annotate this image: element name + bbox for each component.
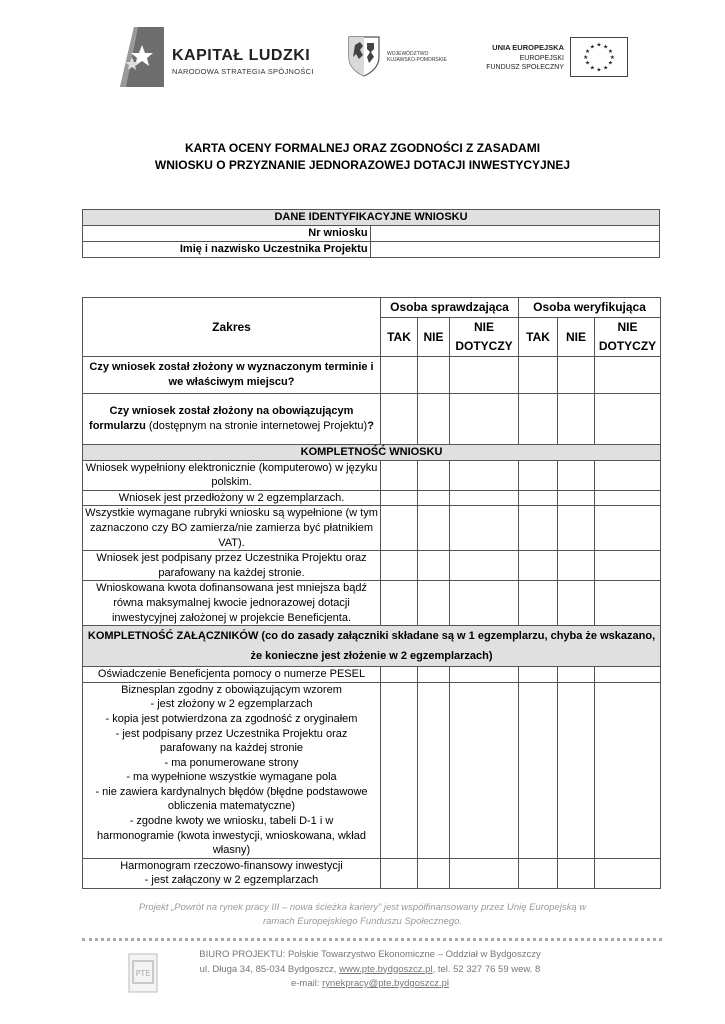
check-cell[interactable] bbox=[381, 357, 418, 394]
check-cell[interactable] bbox=[418, 667, 450, 683]
kapital-ludzki-logo bbox=[120, 25, 320, 90]
table-row bbox=[83, 858, 661, 888]
tak-header-1: TAK bbox=[381, 318, 418, 357]
check-cell[interactable] bbox=[381, 682, 418, 858]
kapital-ludzki-title: KAPITAŁ LUDZKI bbox=[172, 47, 311, 64]
check-cell[interactable] bbox=[519, 581, 558, 626]
nie-dotyczy-1-line2: DOTYCZY bbox=[455, 339, 513, 353]
svg-text:★: ★ bbox=[609, 54, 615, 61]
nie-dotyczy-header-1 bbox=[450, 318, 519, 357]
row-text: Wniosek wypełniony elektronicznie (komputerowo) w języku polskim. bbox=[83, 460, 381, 490]
check-cell[interactable] bbox=[519, 490, 558, 506]
nie-dotyczy-header-2 bbox=[595, 318, 661, 357]
check-cell[interactable] bbox=[418, 460, 450, 490]
check-cell[interactable] bbox=[595, 357, 661, 394]
check-cell[interactable] bbox=[450, 682, 519, 858]
check-cell[interactable] bbox=[595, 460, 661, 490]
email-link[interactable]: rynekpracy@pte.bydgoszcz.pl bbox=[322, 978, 450, 989]
check-cell[interactable] bbox=[519, 357, 558, 394]
question-formularz-bold: Czy wniosek został złożony na obowiązującym formularzu bbox=[89, 405, 354, 432]
project-footer-line2: ramach Europejskiego Funduszu Społecznego. bbox=[262, 916, 463, 927]
check-cell[interactable] bbox=[381, 394, 418, 445]
wojewodztwo-line2: KUJAWSKO-POMORSKIE bbox=[387, 57, 447, 63]
kapital-ludzki-subtitle: NARODOWA STRATEGIA SPÓJNOŚCI bbox=[172, 67, 314, 76]
check-cell[interactable] bbox=[558, 858, 595, 888]
check-cell[interactable] bbox=[558, 490, 595, 506]
website-link[interactable]: www.pte.bydgoszcz.pl bbox=[339, 963, 433, 975]
question-formularz-end: ? bbox=[367, 420, 374, 432]
wojewodztwo-text bbox=[387, 51, 447, 63]
check-cell[interactable] bbox=[418, 551, 450, 581]
biznesplan-line: parafowany na każdej stronie bbox=[159, 742, 304, 755]
eu-line2: EUROPEJSKI bbox=[519, 54, 564, 62]
check-cell[interactable] bbox=[558, 682, 595, 858]
check-cell[interactable] bbox=[450, 506, 519, 551]
svg-text:★: ★ bbox=[607, 60, 613, 67]
table-row bbox=[83, 460, 661, 490]
nie-dotyczy-2-line2: DOTYCZY bbox=[598, 339, 657, 353]
check-cell[interactable] bbox=[450, 551, 519, 581]
check-cell[interactable] bbox=[450, 858, 519, 888]
osoba-sprawdzajaca-header: Osoba sprawdzająca bbox=[381, 298, 519, 318]
table-row bbox=[83, 551, 661, 581]
check-cell[interactable] bbox=[381, 506, 418, 551]
address-pre: ul. Długa 34, 85-034 Bydgoszcz, bbox=[199, 963, 340, 975]
check-cell[interactable] bbox=[450, 581, 519, 626]
nie-header-2: NIE bbox=[558, 318, 595, 357]
biznesplan-line: - nie zawiera kardynalnych błędów (błędne podstawowe bbox=[95, 785, 368, 798]
identification-table bbox=[82, 209, 660, 258]
svg-text:★: ★ bbox=[583, 54, 589, 61]
check-cell[interactable] bbox=[381, 551, 418, 581]
svg-text:★: ★ bbox=[603, 44, 609, 51]
check-cell[interactable] bbox=[519, 667, 558, 683]
svg-text:★: ★ bbox=[603, 65, 609, 72]
document-title bbox=[0, 140, 725, 174]
svg-text:★: ★ bbox=[585, 49, 591, 56]
dotted-divider bbox=[82, 938, 662, 941]
check-cell[interactable] bbox=[450, 357, 519, 394]
question-formularz bbox=[83, 394, 381, 445]
check-cell[interactable] bbox=[519, 551, 558, 581]
check-cell[interactable] bbox=[519, 394, 558, 445]
title-line2: WNIOSKU O PRZYZNANIE JEDNORAZOWEJ DOTACJI INWESTYCYJNEJ bbox=[154, 158, 571, 172]
biznesplan-line: - zgodne kwoty we wniosku, tabeli D-1 i w bbox=[129, 815, 334, 828]
svg-text:★: ★ bbox=[589, 65, 595, 72]
nr-wniosku-field[interactable] bbox=[370, 226, 659, 242]
check-cell[interactable] bbox=[381, 858, 418, 888]
check-cell[interactable] bbox=[558, 394, 595, 445]
svg-text:★: ★ bbox=[596, 67, 602, 74]
check-cell[interactable] bbox=[595, 667, 661, 683]
project-footer bbox=[0, 901, 725, 929]
evaluation-table bbox=[82, 297, 661, 889]
row-text: Wszystkie wymagane rubryki wniosku są wypełnione (w tym zaznaczono czy BO zamierza/nie zamierza być płatnikiem VAT). bbox=[83, 506, 381, 551]
eu-line1: UNIA EUROPEJSKA bbox=[492, 43, 564, 52]
biznesplan-line: - jest podpisany przez Uczestnika Projektu oraz bbox=[115, 727, 348, 740]
check-cell[interactable] bbox=[450, 667, 519, 683]
section-kompletnosc-zalacznikow: KOMPLETNOŚĆ ZAŁĄCZNIKÓW (co do zasady załączniki składane są w 1 egzemplarzu, chyba że wskazano, że konieczne jest złożenie w 2 egzemplarzach) bbox=[83, 626, 661, 667]
check-cell[interactable] bbox=[558, 357, 595, 394]
check-cell[interactable] bbox=[418, 490, 450, 506]
check-cell[interactable] bbox=[558, 667, 595, 683]
wojewodztwo-logo bbox=[347, 35, 467, 80]
check-cell[interactable] bbox=[519, 506, 558, 551]
check-cell[interactable] bbox=[558, 460, 595, 490]
table-row bbox=[83, 394, 661, 445]
pte-logo-icon bbox=[128, 953, 158, 993]
imie-nazwisko-field[interactable] bbox=[370, 242, 659, 258]
svg-text:★: ★ bbox=[585, 60, 591, 67]
check-cell[interactable] bbox=[558, 551, 595, 581]
check-cell[interactable] bbox=[519, 460, 558, 490]
check-cell[interactable] bbox=[381, 460, 418, 490]
table-row bbox=[83, 357, 661, 394]
imie-nazwisko-label: Imię i nazwisko Uczestnika Projektu bbox=[83, 242, 371, 258]
biznesplan-line: harmonogramie (kwota inwestycji, wnioskowana, wkład bbox=[96, 829, 366, 842]
row-text: Wniosek jest przedłożony w 2 egzemplarzach. bbox=[83, 490, 381, 506]
svg-text:★: ★ bbox=[607, 49, 613, 56]
nie-dotyczy-2-line1: NIE bbox=[617, 320, 638, 334]
office-email bbox=[170, 977, 570, 992]
row-biznesplan bbox=[83, 682, 381, 858]
check-cell[interactable] bbox=[595, 551, 661, 581]
row-harmonogram bbox=[83, 858, 381, 888]
check-cell[interactable] bbox=[418, 581, 450, 626]
office-name: BIURO PROJEKTU: Polskie Towarzystwo Ekonomiczne – Oddział w Bydgoszczy bbox=[199, 949, 541, 960]
check-cell[interactable] bbox=[595, 682, 661, 858]
check-cell[interactable] bbox=[558, 506, 595, 551]
check-cell[interactable] bbox=[519, 858, 558, 888]
nie-dotyczy-1-line1: NIE bbox=[474, 320, 495, 334]
identification-header: DANE IDENTYFIKACYJNE WNIOSKU bbox=[83, 210, 660, 226]
check-cell[interactable] bbox=[418, 506, 450, 551]
biznesplan-line: - ma ponumerowane strony bbox=[164, 756, 299, 769]
office-street bbox=[170, 963, 570, 978]
eu-line3: FUNDUSZ SPOŁECZNY bbox=[486, 64, 564, 71]
kapital-ludzki-mark-icon bbox=[120, 27, 164, 87]
nr-wniosku-label: Nr wniosku bbox=[83, 226, 371, 242]
check-cell[interactable] bbox=[450, 394, 519, 445]
question-formularz-rest: (dostępnym na stronie internetowej Projektu) bbox=[145, 420, 368, 432]
section-kompletnosc-wniosku: KOMPLETNOŚĆ WNIOSKU bbox=[83, 445, 661, 461]
check-cell[interactable] bbox=[381, 667, 418, 683]
check-cell[interactable] bbox=[381, 490, 418, 506]
osoba-weryfikujaca-header: Osoba weryfikująca bbox=[519, 298, 661, 318]
table-row bbox=[83, 581, 661, 626]
check-cell[interactable] bbox=[595, 581, 661, 626]
title-line1: KARTA OCENY FORMALNEJ ORAZ ZGODNOŚCI Z ZASADAMI bbox=[184, 141, 541, 155]
table-row bbox=[83, 682, 661, 858]
check-cell[interactable] bbox=[450, 490, 519, 506]
row-text: Wnioskowana kwota dofinansowana jest mniejsza bądź równa maksymalnej kwocie jednorazowej dotacji inwestycyjnej założonej w projekcie Beneficjenta. bbox=[83, 581, 381, 626]
address-post: , tel. 52 327 76 59 wew. 8 bbox=[432, 963, 541, 975]
table-row bbox=[83, 506, 661, 551]
biznesplan-line: - ma wypełnione wszystkie wymagane pola bbox=[126, 771, 337, 784]
check-cell[interactable] bbox=[418, 357, 450, 394]
biznesplan-line: Biznesplan zgodny z obowiązującym wzorem bbox=[121, 683, 342, 696]
eu-logo bbox=[472, 35, 632, 80]
harmonogram-line1: Harmonogram rzeczowo-finansowy inwestycji bbox=[120, 859, 343, 872]
check-cell[interactable] bbox=[418, 858, 450, 888]
wojewodztwo-line1: WOJEWÓDZTWO bbox=[387, 51, 429, 57]
svg-text:★: ★ bbox=[589, 44, 595, 51]
biznesplan-line: - jest złożony w 2 egzemplarzach bbox=[150, 698, 313, 711]
check-cell[interactable] bbox=[595, 506, 661, 551]
table-row bbox=[83, 667, 661, 683]
biznesplan-line: - kopia jest potwierdzona za zgodność z oryginałem bbox=[105, 712, 358, 725]
check-cell[interactable] bbox=[595, 394, 661, 445]
biznesplan-line: obliczenia matematyczne) bbox=[167, 800, 296, 813]
email-pre: e-mail: bbox=[290, 978, 323, 989]
tak-header-2: TAK bbox=[519, 318, 558, 357]
office-address bbox=[170, 948, 570, 992]
header-logos bbox=[0, 25, 725, 95]
project-footer-line1: Projekt „Powrót na rynek pracy III – nowa ścieżka kariery” jest współfinansowany przez Unię Europejską w bbox=[138, 902, 587, 913]
svg-text:PTE: PTE bbox=[135, 969, 151, 978]
check-cell[interactable] bbox=[519, 682, 558, 858]
row-text: Oświadczenie Beneficjenta pomocy o numerze PESEL bbox=[83, 667, 381, 683]
check-cell[interactable] bbox=[595, 858, 661, 888]
biznesplan-line: własny) bbox=[212, 844, 251, 857]
svg-text:★: ★ bbox=[596, 42, 602, 49]
row-text: Wniosek jest podpisany przez Uczestnika Projektu oraz parafowany na każdej stronie. bbox=[83, 551, 381, 581]
check-cell[interactable] bbox=[381, 581, 418, 626]
check-cell[interactable] bbox=[418, 682, 450, 858]
eu-text bbox=[486, 43, 564, 73]
nie-header-1: NIE bbox=[418, 318, 450, 357]
check-cell[interactable] bbox=[558, 581, 595, 626]
wojewodztwo-crest-icon bbox=[347, 35, 381, 77]
harmonogram-line2: - jest załączony w 2 egzemplarzach bbox=[144, 874, 319, 887]
question-termin: Czy wniosek został złożony w wyznaczonym terminie i we właściwym miejscu? bbox=[83, 357, 381, 394]
check-cell[interactable] bbox=[418, 394, 450, 445]
table-row bbox=[83, 490, 661, 506]
eu-flag-icon bbox=[570, 37, 628, 77]
zakres-header: Zakres bbox=[83, 298, 381, 357]
check-cell[interactable] bbox=[595, 490, 661, 506]
check-cell[interactable] bbox=[450, 460, 519, 490]
